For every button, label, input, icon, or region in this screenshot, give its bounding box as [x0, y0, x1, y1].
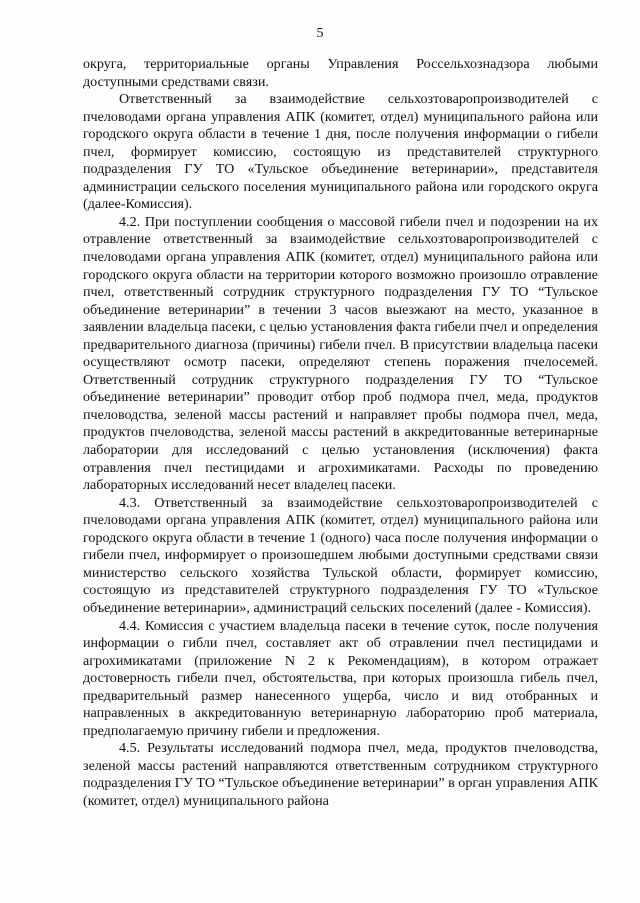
paragraph-4-5: 4.5. Результаты исследований подмора пчел, меда, продуктов пчеловодства, зеленой массы растений направляются ответственным сотрудником структурного подразделения ГУ ТО “Тульское объединение ветеринарии” в орган управления АПК (комитет, отдел) муниципального района — [83, 740, 598, 809]
paragraph-responsible-commission: Ответственный за взаимодействие сельхозтоваропроизводителей с пчеловодами органа управления АПК (комитет, отдел) муниципального района или городского округа области в течение 1 дня, после получения информации о гибели пчел, формирует комиссию, состоящую из представителей структурного подразделения ГУ ТО «Тульское объединение ветеринарии», представителя администрации сельского поселения муниципального района или городского округа (далее-Комиссия). — [83, 91, 598, 213]
paragraph-4-4: 4.4. Комиссия с участием владельца пасеки в течение суток, после получения информации о гибли пчел, составляет акт об отравлении пчел пестицидами и агрохимикатами (приложение N 2 к Рекомендациям), в котором отражает достоверность гибели пчел, обстоятельства, при которых произошла гибель пчел, предварительный размер нанесенного ущерба, число и вид отобранных и направленных в аккредитованную ветеринарную лабораторию проб материала, предполагаемую причину гибели и предложения. — [83, 617, 598, 739]
paragraph-4-3: 4.3. Ответственный за взаимодействие сельхозтоваропроизводителей с пчеловодами органа управления АПК (комитет, отдел) муниципального района или городского округа области в течение 1 (одного) часа после получения информации о гибели пчел, информирует о произошедшем любыми доступными средствами связи министерство сельского хозяйства Тульской области, формирует комиссию, состоящую из представителей структурного подразделения ГУ ТО «Тульское объединение ветеринарии», администраций сельских поселений (далее - Комиссия). — [83, 494, 598, 616]
paragraph-4-2: 4.2. При поступлении сообщения о массовой гибели пчел и подозрении на их отравление ответственный за взаимодействие сельхозтоваропроизводителей с пчеловодами органа управления АПК (комитет, отдел) муниципального района или городского округа области на территории которого возможно произошло отравление пчел, ответственный сотрудник структурного подразделения ГУ ТО “Тульское объединение ветеринарии” в течении 3 часов выезжают на место, указанное в заявлении владельца пасеки, с целью установления факта гибели пчел и определения предварительного диагноза (причины) гибели пчел. В присутствии владельца пасеки осуществляют осмотр пасеки, определяют степень поражения пчелосемей. Ответственный сотрудник структурного подразделения ГУ ТО “Тульское объединение ветеринарии” проводит отбор проб подмора пчел, меда, продуктов пчеловодства, зеленой массы растений и направляет пробы подмора пчел, меда, продуктов пчеловодства, зеленой массы растений в аккредитованные ветеринарные лаборатории для исследований с целью установления (исключения) факта отравления пчел пестицидами и агрохимикатами. Расходы по проведению лабораторных исследований несет владелец пасеки. — [83, 213, 598, 494]
document-body — [83, 56, 598, 811]
page-number: 5 — [316, 26, 324, 41]
paragraph-continuation: округа, территориальные органы Управления Россельхознадзора любыми доступными средствами связи. — [83, 56, 598, 90]
